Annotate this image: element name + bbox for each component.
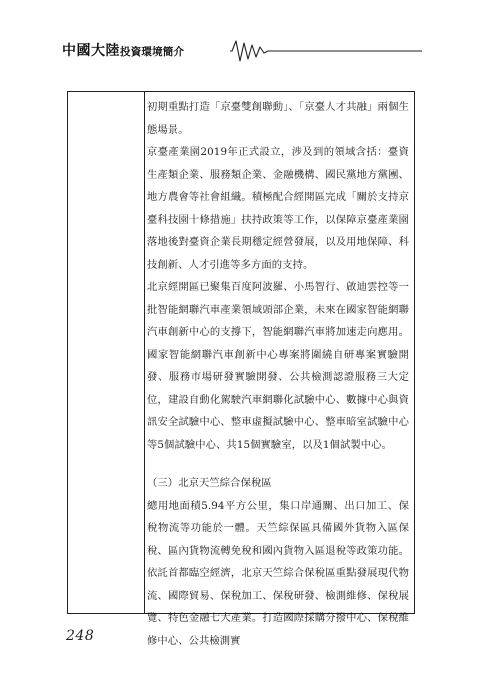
paragraph-jingtai-park: 京臺產業園2019年正式設立，涉及到的領域含括：臺資生產類企業、服務類企業、金融機構、國民黨地方黨團、地方農會等社會組織。積極配合經開區完成「關於支持京臺科技園十條措施」扶持政策等工作，以保障京臺產業園落地後對臺資企業長期穩定經營發展，以及用地保障、科技創新、人才引進等多方面的支持。	[147, 146, 409, 271]
header-title-main: 中國大陸	[62, 43, 120, 59]
running-header-title	[62, 40, 184, 60]
paragraph-connected-vehicles: 北京經開區已聚集百度阿波羅、小馬智行、啟迪雲控等一批智能網聯汽車產業領域頭部企業，未來在國家智能網聯汽車創新中心的支撐下，智能網聯汽車將加速走向應用。國家智能網聯汽車創新中心專案將圍繞自研專案實驗開發、服務市場研發實驗開發、公共檢測認證服務三大定位，建設自動化駕駛汽車網聯化試驗中心、數據中心與資訊安全試驗中心、整車虛擬試驗中心、整車暗室試驗中心等5個試驗中心、共15個實驗室，以及1個試製中心。	[147, 281, 409, 451]
content-cell	[147, 96, 409, 652]
heartbeat-line-icon	[230, 36, 422, 66]
table-column-divider	[144, 92, 145, 613]
page-number: 248	[66, 628, 95, 644]
header-title-sub: 投資環境簡介	[120, 46, 185, 58]
paragraph-jingtai-scenes: 初期重點打造「京臺雙創聯動」、「京臺人才共融」兩個生態場景。	[147, 101, 409, 136]
paragraph-spacer	[147, 456, 409, 472]
paragraph-tianzhu-zone: 總用地面積5.94平方公里，集口岸通關、出口加工、保稅物流等功能於一體。天竺綜保區具備國外貨物入區保稅、區內貨物流轉免稅和國內貨物入區退稅等政策功能。依託首都臨空經濟，北京天竺綜合保稅區重點發展現代物流、國際貿易、保稅加工、保稅研發、檢測維修、保稅展覽、特色金融七大產業。打造國際採購分撥中心、保稅維修中心、公共檢測實	[147, 499, 409, 647]
running-header	[62, 36, 422, 66]
section-heading-tianzhu: （三）北京天竺綜合保稅區	[147, 477, 272, 489]
